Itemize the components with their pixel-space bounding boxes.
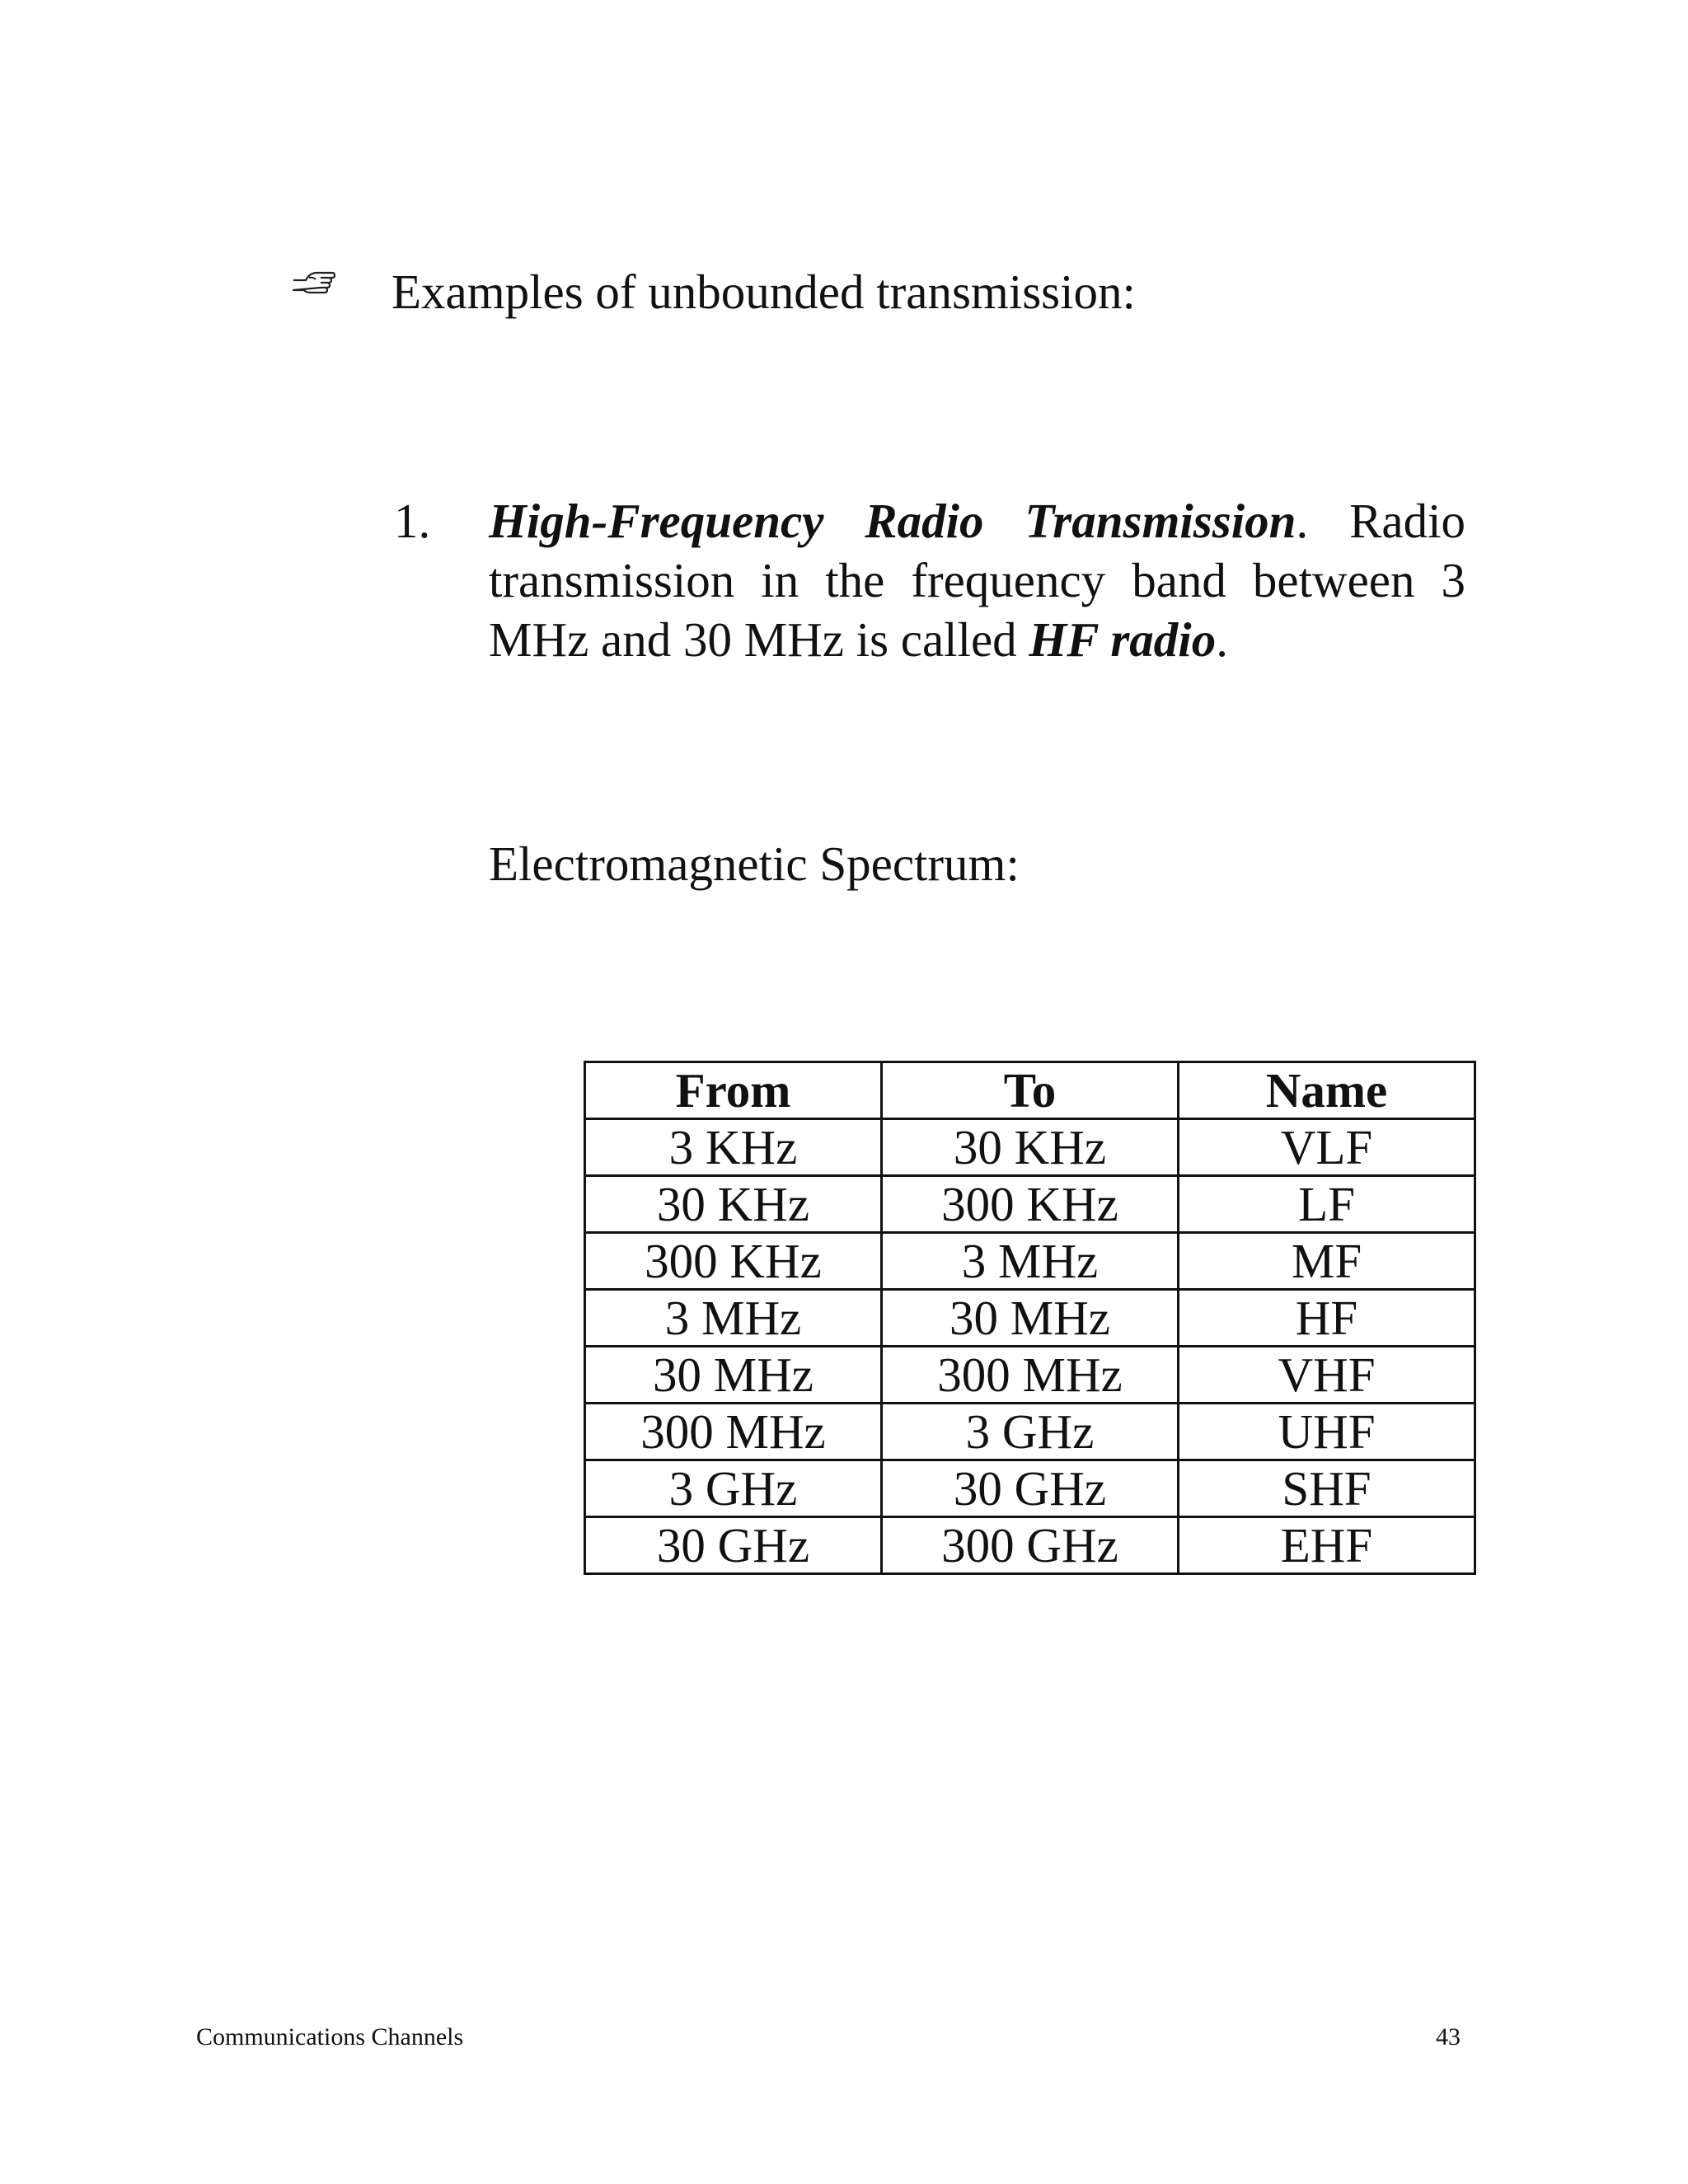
- cell-from: 3 KHz: [585, 1119, 882, 1176]
- table-row: [585, 1517, 1475, 1574]
- cell-from: 300 MHz: [585, 1404, 882, 1460]
- header-name: Name: [1179, 1062, 1475, 1119]
- table-row: [585, 1176, 1475, 1233]
- header-from: From: [585, 1062, 882, 1119]
- cell-to: 30 GHz: [882, 1460, 1179, 1517]
- cell-name: UHF: [1179, 1404, 1475, 1460]
- table-header-row: [585, 1062, 1475, 1119]
- cell-from: 30 MHz: [585, 1347, 882, 1404]
- item-line3-before: MHz and 30 MHz is called: [489, 612, 1029, 667]
- spectrum-heading: Electromagnetic Spectrum:: [489, 837, 1020, 891]
- item-line-1: [489, 491, 1465, 551]
- cell-from: 30 GHz: [585, 1517, 882, 1574]
- item-term: HF radio: [1029, 612, 1217, 667]
- cell-to: 30 MHz: [882, 1290, 1179, 1347]
- cell-name: SHF: [1179, 1460, 1475, 1517]
- cell-name: LF: [1179, 1176, 1475, 1233]
- cell-to: 3 GHz: [882, 1404, 1179, 1460]
- footer-title: Communications Channels: [196, 2023, 464, 2050]
- cell-name: VHF: [1179, 1347, 1475, 1404]
- table-row: [585, 1404, 1475, 1460]
- page-number: 43: [1436, 2023, 1461, 2050]
- cell-name: MF: [1179, 1233, 1475, 1290]
- cell-to: 30 KHz: [882, 1119, 1179, 1176]
- item-line-2: transmission in the frequency band between 3: [489, 553, 1465, 607]
- cell-from: 3 GHz: [585, 1460, 882, 1517]
- table-row: [585, 1119, 1475, 1176]
- cell-from: 300 KHz: [585, 1233, 882, 1290]
- item-line-3: [489, 610, 1465, 669]
- item-title-punct: .: [1296, 494, 1309, 548]
- cell-to: 300 MHz: [882, 1347, 1179, 1404]
- spectrum-table: [584, 1061, 1476, 1575]
- table-row: [585, 1233, 1475, 1290]
- table-row: [585, 1290, 1475, 1347]
- cell-from: 30 KHz: [585, 1176, 882, 1233]
- cell-to: 300 GHz: [882, 1517, 1179, 1574]
- cell-name: EHF: [1179, 1517, 1475, 1574]
- header-to: To: [882, 1062, 1179, 1119]
- cell-to: 300 KHz: [882, 1176, 1179, 1233]
- item-line1-rest: Radio: [1349, 494, 1466, 548]
- item-title: High-Frequency Radio Transmission: [489, 494, 1296, 548]
- item-line3-after: .: [1216, 612, 1228, 667]
- cell-from: 3 MHz: [585, 1290, 882, 1347]
- list-item-body: [489, 491, 1465, 669]
- cell-name: VLF: [1179, 1119, 1475, 1176]
- cell-to: 3 MHz: [882, 1233, 1179, 1290]
- list-item-number: 1.: [394, 494, 431, 548]
- pointing-hand-icon: [291, 269, 335, 302]
- cell-name: HF: [1179, 1290, 1475, 1347]
- table-row: [585, 1347, 1475, 1404]
- table-row: [585, 1460, 1475, 1517]
- bullet-text: Examples of unbounded transmission:: [392, 265, 1136, 319]
